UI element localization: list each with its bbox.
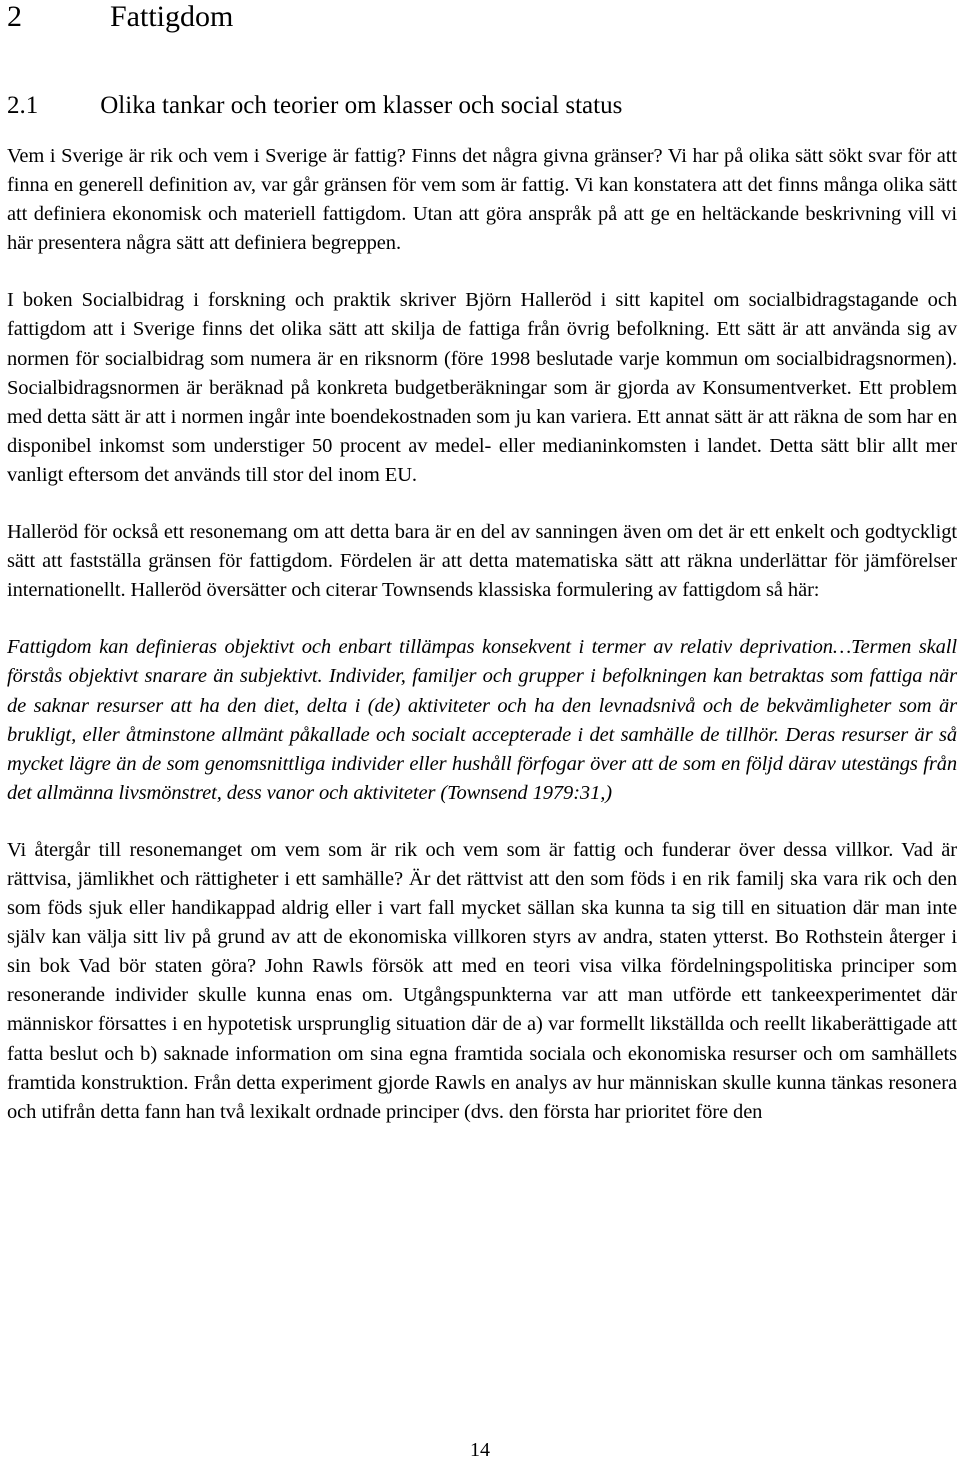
chapter-title: Fattigdom: [110, 0, 234, 33]
chapter-heading: [7, 0, 957, 34]
chapter-number: 2: [7, 0, 22, 33]
section-number: 2.1: [7, 92, 39, 119]
paragraph-rawls: Vi återgår till resonemanget om vem som är rik och vem som är fattig och funderar över dessa villkor. Vad är rättvisa, jämlikhet och rättigheter i ett samhälle? Är det rättvist att den som föds i en rik familj ska vara rik och den som föds sjuk eller handikappad aldrig eller i vart fall mycket sällan ska kunna ta sig till en situation där man inte själv kan välja sitt liv på grund av att de ekonomiska villkoren styrs av andra, staten ytterst. Bo Rothstein återger i sin bok Vad bör staten göra? John Rawls försök att med en teori visa vilka fördelningspolitiska principer som resonerande individer skulle kunna enas om. Utgångspunkterna var att man utförde ett tankeexperimentet där människor försattes i en hypotetisk ursprunglig situation där de a) var formellt likställda och reellt likaberättigade att fatta beslut och b) saknade information om sina egna framtida sociala och ekonomiska resurser och om samhällets framtida konstruktion. Från detta experiment gjorde Rawls en analys av hur människan skulle kunna tänkas resonera och utifrån detta fann han två lexikalt ordnade principer (dvs. den första har prioritet före den: [7, 838, 957, 1123]
townsend-quote: Fattigdom kan definieras objektivt och enbart tillämpas konsekvent i termer av relativ deprivation…Termen skall förstås objektivt snarare än subjektivt. Individer, familjer och grupper i befolkningen kan betraktas som fattiga när de saknar resurser att ha den diet, delta i (de) aktiviteter och ha den levnadsnivå och de bekvämligheter som är brukligt, eller åtminstone allmänt påkallade och socialt accepterade i det samhälle de tillhör. Deras resurser är så mycket lägre än de som genomsnittliga individer eller hushåll förfogar över att de som en följd därav utestängs från det allmänna livsmönstret, dess vanor och aktiviteter (Townsend 1979:31,): [7, 636, 957, 804]
paragraph-intro: Vem i Sverige är rik och vem i Sverige är fattig? Finns det några givna gränser? Vi har på olika sätt sökt svar för att finna en generell definition av, var går gränsen för vem som är fattig. Vi kan konstatera att det finns många olika sätt att definiera ekonomisk och materiell fattigdom. Utan att göra anspråk på att ge en heltäckande beskrivning vill vi här presentera några sätt att definiera begreppen.: [7, 145, 957, 255]
paragraph-halleröd-resonemang: Halleröd för också ett resonemang om att detta bara är en del av sanningen även om det är ett enkelt och godtyckligt sätt att fastställa gränsen för fattigdom. Fördelen är att detta matematiska sätt att räkna underlättar för jämförelser internationellt. Halleröd översätter och citerar Townsends klassiska formulering av fattigdom så här:: [7, 521, 957, 602]
paragraph-halleröd-socialbidrag: I boken Socialbidrag i forskning och praktik skriver Björn Halleröd i sitt kapitel om socialbidragstagande och fattigdom att i Sverige finns det olika sätt att skilja de fattiga från övrig befolkning. Ett sätt är att använda sig av normen för socialbidrag som numera är en riksnorm (före 1998 beslutade varje kommun om socialbidragsnormen). Socialbidragsnormen är beräknad på konkreta budgetberäkningar som är gjorda av Konsumentverket. Ett problem med detta sätt är att i normen ingår inte boendekostnaden som ju kan variera. Ett annat sätt är att räkna de som har en disponibel inkomst som understiger 50 procent av medel- eller medianinkomsten i landet. Detta sätt blir allt mer vanligt eftersom det används till stor del inom EU.: [7, 289, 957, 486]
document-page: [7, 0, 957, 1127]
section-heading: [7, 89, 957, 123]
section-title: Olika tankar och teorier om klasser och social status: [100, 92, 623, 119]
page-number: 14: [470, 1439, 490, 1461]
